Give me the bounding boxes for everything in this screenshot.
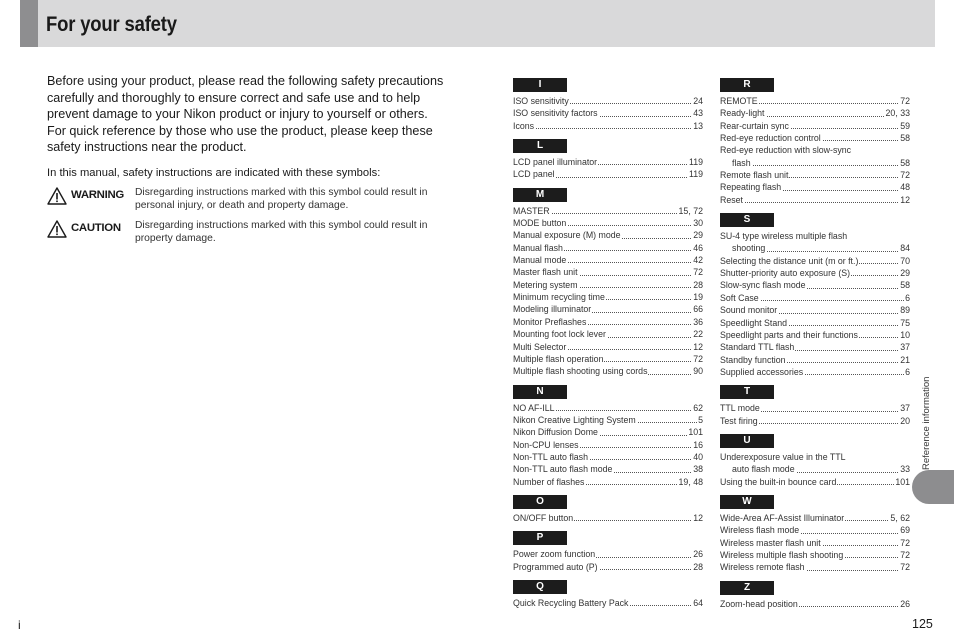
index-page-ref: 22 xyxy=(693,329,703,340)
index-entry xyxy=(513,463,703,475)
index-entry xyxy=(720,242,910,254)
index-term: Speedlight Stand xyxy=(720,317,788,328)
index-entry xyxy=(513,291,703,303)
index-term: Master flash unit xyxy=(513,267,578,278)
index-page-ref: 10 xyxy=(900,329,910,340)
warning-triangle-icon xyxy=(47,220,67,238)
page-number-right: 125 xyxy=(912,617,933,631)
index-term: LCD panel illuminator xyxy=(513,157,598,168)
index-term: REMOTE xyxy=(720,96,758,106)
index-letter-heading: P xyxy=(513,531,567,545)
index-entry xyxy=(720,512,910,524)
index-entry xyxy=(720,292,910,304)
index-group-n xyxy=(513,385,703,488)
index-entry xyxy=(720,329,910,341)
index-term: Wide-Area AF-Assist Illuminator xyxy=(720,512,845,523)
index-entry xyxy=(513,561,703,573)
index-term: Minimum recycling time xyxy=(513,292,605,303)
index-page-ref: 89 xyxy=(900,305,910,316)
index-entry xyxy=(720,120,910,132)
index-letter-heading: S xyxy=(720,213,774,227)
index-group-p xyxy=(513,531,703,573)
index-term: MASTER xyxy=(513,205,550,216)
index-term: NO AF-ILL xyxy=(513,402,555,413)
index-page-ref: 64 xyxy=(693,597,703,608)
index-term: Sound monitor xyxy=(720,305,778,316)
index-page-ref: 69 xyxy=(900,525,910,536)
index-page-ref: 84 xyxy=(900,243,910,254)
warning-label: WARNING xyxy=(71,189,124,201)
index-letter-heading: Z xyxy=(720,581,774,595)
index-page-ref: 15, 72 xyxy=(678,205,703,216)
index-term: Multi Selector xyxy=(513,341,567,352)
index-page-ref: 58 xyxy=(900,157,910,168)
index-letter-heading: M xyxy=(513,188,567,202)
index-letter-heading: W xyxy=(720,495,774,509)
index-term: Manual exposure (M) mode xyxy=(513,230,621,241)
index-letter-heading: O xyxy=(513,495,567,509)
index-entry xyxy=(720,317,910,329)
index-page-ref: 38 xyxy=(693,464,703,475)
index-entry xyxy=(720,524,910,536)
index-group-t xyxy=(720,385,910,427)
warning-description: Disregarding instructions marked with this symbol could result in personal injury, or death and property damage. xyxy=(135,187,428,211)
index-page-ref: 72 xyxy=(900,562,910,573)
index-entry xyxy=(513,120,703,132)
index-page-ref: 62 xyxy=(693,402,703,413)
index-page-ref: 36 xyxy=(693,316,703,327)
index-term: Manual mode xyxy=(513,255,567,266)
index-entry xyxy=(720,194,910,206)
index-entry xyxy=(513,597,703,609)
index-term: Standard TTL flash xyxy=(720,342,795,353)
index-page-ref: 72 xyxy=(900,549,910,560)
section-tab xyxy=(912,470,954,504)
index-page-ref: 119 xyxy=(688,169,703,180)
index-page-ref: 48 xyxy=(900,182,910,193)
header-accent xyxy=(20,0,38,47)
index-group-u xyxy=(720,434,910,488)
index-page-ref: 42 xyxy=(693,255,703,266)
index-entry xyxy=(513,512,703,524)
index-entry xyxy=(720,415,910,427)
index-page-ref: 101 xyxy=(688,427,703,438)
index-entry xyxy=(720,561,910,573)
index-page-ref: 40 xyxy=(693,451,703,462)
index-page-ref: 72 xyxy=(900,537,910,548)
index-term: Manual flash xyxy=(513,242,563,253)
index-page-ref: 72 xyxy=(693,267,703,278)
index-letter-heading: I xyxy=(513,78,567,92)
index-term: SU-4 type wireless multiple flash xyxy=(720,231,848,242)
index-term: Supplied accessories xyxy=(720,366,804,377)
index-term: Wireless multiple flash shooting xyxy=(720,549,844,560)
index-column-right xyxy=(720,78,910,616)
index-page-ref: 12 xyxy=(693,512,703,523)
index-letter-heading: Q xyxy=(513,580,567,594)
index-term: shooting xyxy=(720,243,766,253)
index-entry xyxy=(513,107,703,119)
dot-leader xyxy=(513,128,703,129)
index-entry xyxy=(513,439,703,451)
index-page-ref: 43 xyxy=(693,108,703,119)
index-term: Non-CPU lenses xyxy=(513,439,579,450)
index-entry xyxy=(720,169,910,181)
index-page-ref: 29 xyxy=(693,230,703,241)
index-term: Mounting foot lock lever xyxy=(513,329,606,340)
index-letter-heading: L xyxy=(513,139,567,153)
index-entry xyxy=(720,181,910,193)
index-term: Modeling illuminator xyxy=(513,304,592,315)
index-entry xyxy=(720,279,910,291)
index-entry xyxy=(513,229,703,241)
caution-description: Disregarding instructions marked with this symbol could result in property damage. xyxy=(135,220,428,244)
index-page-ref: 16 xyxy=(693,439,703,450)
index-entry xyxy=(720,476,910,488)
symbols-intro: In this manual, safety instructions are indicated with these symbols: xyxy=(47,167,381,179)
intro-paragraph: Before using your product, please read the following safety precautions carefully and thoroughly to ensure correct and safe use and to help prevent damage to your Nikon product or injury to yourself or others. For quick reference by those who use the product, please keep these safety instructions near the product. xyxy=(47,74,444,155)
index-column-left xyxy=(513,78,703,615)
index-group-l xyxy=(513,139,703,181)
index-term: Slow-sync flash mode xyxy=(720,280,806,291)
index-entry xyxy=(513,242,703,254)
index-term: ISO sensitivity factors xyxy=(513,108,598,119)
index-page-ref: 72 xyxy=(900,170,910,181)
index-page-ref: 26 xyxy=(693,549,703,560)
index-entry xyxy=(513,414,703,426)
index-page-ref: 37 xyxy=(900,342,910,353)
index-entry xyxy=(720,230,910,242)
index-term: TTL mode xyxy=(720,403,760,414)
index-term: Multiple flash operation xyxy=(513,353,604,364)
index-term: Repeating flash xyxy=(720,182,782,193)
index-term: Remote flash unit xyxy=(720,170,789,181)
index-letter-heading: U xyxy=(720,434,774,448)
index-group-q xyxy=(513,580,703,609)
side-label: Reference information xyxy=(921,376,932,470)
index-entry xyxy=(720,451,910,463)
index-term: Number of flashes xyxy=(513,476,585,487)
index-term: Nikon Creative Lighting System xyxy=(513,414,636,425)
index-entry xyxy=(513,341,703,353)
index-term: Icons xyxy=(513,120,535,131)
index-entry xyxy=(513,303,703,315)
index-page-ref: 37 xyxy=(900,403,910,414)
index-entry xyxy=(513,476,703,488)
page-title: For your safety xyxy=(46,13,177,36)
index-entry xyxy=(720,157,910,169)
index-page-ref: 21 xyxy=(900,354,910,365)
index-entry xyxy=(513,168,703,180)
index-group-i xyxy=(513,78,703,132)
index-term: Non-TTL auto flash xyxy=(513,451,588,462)
index-term: Programmed auto (P) xyxy=(513,561,598,572)
warning-triangle-icon xyxy=(47,187,67,205)
index-group-o xyxy=(513,495,703,524)
index-term: Multiple flash shooting using cords xyxy=(513,366,648,377)
index-page-ref: 101 xyxy=(895,476,910,487)
index-term: ISO sensitivity xyxy=(513,96,569,106)
page-number-left: i xyxy=(18,618,21,632)
index-entry xyxy=(720,366,910,378)
index-entry xyxy=(720,537,910,549)
index-page-ref: 28 xyxy=(693,279,703,290)
index-entry xyxy=(720,402,910,414)
index-page-ref: 75 xyxy=(900,317,910,328)
index-group-z xyxy=(720,581,910,610)
index-entry xyxy=(720,144,910,156)
index-page-ref: 20, 33 xyxy=(885,108,910,119)
index-letter-heading: R xyxy=(720,78,774,92)
index-page-ref: 12 xyxy=(693,341,703,352)
index-entry xyxy=(720,132,910,144)
index-page-ref: 26 xyxy=(900,598,910,609)
index-term: Quick Recycling Battery Pack xyxy=(513,597,629,608)
index-page-ref: 28 xyxy=(693,561,703,572)
index-entry xyxy=(720,107,910,119)
index-entry xyxy=(513,402,703,414)
index-term: flash xyxy=(720,158,752,168)
index-term: Metering system xyxy=(513,279,578,290)
index-term: Reset xyxy=(720,194,743,205)
index-term: Test firing xyxy=(720,415,758,426)
index-term: Selecting the distance unit (m or ft.) xyxy=(720,255,859,266)
index-page-ref: 70 xyxy=(900,255,910,266)
index-term: MODE button xyxy=(513,218,567,229)
index-group-s xyxy=(720,213,910,378)
index-entry xyxy=(720,463,910,475)
index-term: Using the built-in bounce card xyxy=(720,476,837,487)
index-entry xyxy=(513,95,703,107)
index-page-ref: 66 xyxy=(693,304,703,315)
index-term: Wireless flash mode xyxy=(720,525,800,536)
index-entry xyxy=(513,365,703,377)
index-entry xyxy=(513,548,703,560)
index-page-ref: 20 xyxy=(900,415,910,426)
index-entry xyxy=(720,341,910,353)
index-page-ref: 58 xyxy=(900,280,910,291)
index-entry xyxy=(513,316,703,328)
index-term: Rear-curtain sync xyxy=(720,120,789,131)
index-entry xyxy=(513,266,703,278)
index-term: Zoom-head position xyxy=(720,598,798,609)
index-page-ref: 5, 62 xyxy=(890,512,910,523)
index-page-ref: 59 xyxy=(900,120,910,131)
index-term: Underexposure value in the TTL xyxy=(720,451,846,462)
caution-label: CAUTION xyxy=(71,222,121,234)
index-group-r xyxy=(720,78,910,206)
index-term: ON/OFF button xyxy=(513,512,574,523)
index-term: Nikon Diffusion Dome xyxy=(513,427,598,438)
index-term: Red-eye reduction with slow-sync xyxy=(720,145,852,156)
index-page-ref: 72 xyxy=(693,353,703,364)
index-entry xyxy=(513,205,703,217)
index-term: Monitor Preflashes xyxy=(513,316,587,327)
index-entry xyxy=(513,217,703,229)
index-page-ref: 72 xyxy=(900,96,910,106)
index-term: Ready-light xyxy=(720,108,765,119)
index-page-ref: 12 xyxy=(900,194,910,205)
index-page-ref: 13 xyxy=(693,120,703,131)
index-term: Soft Case xyxy=(720,292,759,303)
index-page-ref: 90 xyxy=(693,366,703,377)
index-page-ref: 33 xyxy=(900,464,910,475)
index-page-ref: 30 xyxy=(693,218,703,229)
index-page-ref: 46 xyxy=(693,242,703,253)
index-term: Red-eye reduction control xyxy=(720,133,821,144)
index-entry xyxy=(513,353,703,365)
index-entry xyxy=(513,254,703,266)
index-page-ref: 119 xyxy=(688,157,703,168)
index-letter-heading: T xyxy=(720,385,774,399)
index-page-ref: 29 xyxy=(900,268,910,279)
index-page-ref: 24 xyxy=(693,96,703,106)
index-entry xyxy=(720,598,910,610)
index-term: LCD panel xyxy=(513,169,555,180)
index-entry xyxy=(720,95,910,107)
index-term: auto flash mode xyxy=(720,464,796,474)
index-group-m xyxy=(513,188,703,378)
index-term: Speedlight parts and their functions xyxy=(720,329,858,340)
index-letter-heading: N xyxy=(513,385,567,399)
index-entry xyxy=(720,255,910,267)
index-entry xyxy=(720,304,910,316)
index-term: Wireless remote flash xyxy=(720,562,805,573)
index-page-ref: 6 xyxy=(905,366,910,377)
index-term: Shutter-priority auto exposure (S) xyxy=(720,268,851,279)
index-term: Standby function xyxy=(720,354,786,365)
index-entry xyxy=(720,267,910,279)
index-group-w xyxy=(720,495,910,574)
dot-leader xyxy=(720,202,910,203)
index-term: Power zoom function xyxy=(513,549,596,560)
index-entry xyxy=(720,354,910,366)
index-entry xyxy=(513,279,703,291)
index-page-ref: 58 xyxy=(900,133,910,144)
index-term: Wireless master flash unit xyxy=(720,537,821,548)
index-term: Non-TTL auto flash mode xyxy=(513,464,613,475)
index-page-ref: 6 xyxy=(905,292,910,303)
index-page-ref: 5 xyxy=(698,414,703,425)
index-entry xyxy=(513,451,703,463)
index-page-ref: 19, 48 xyxy=(678,476,703,487)
index-entry xyxy=(720,549,910,561)
index-entry xyxy=(513,328,703,340)
index-entry xyxy=(513,156,703,168)
index-entry xyxy=(513,426,703,438)
index-page-ref: 19 xyxy=(693,292,703,303)
